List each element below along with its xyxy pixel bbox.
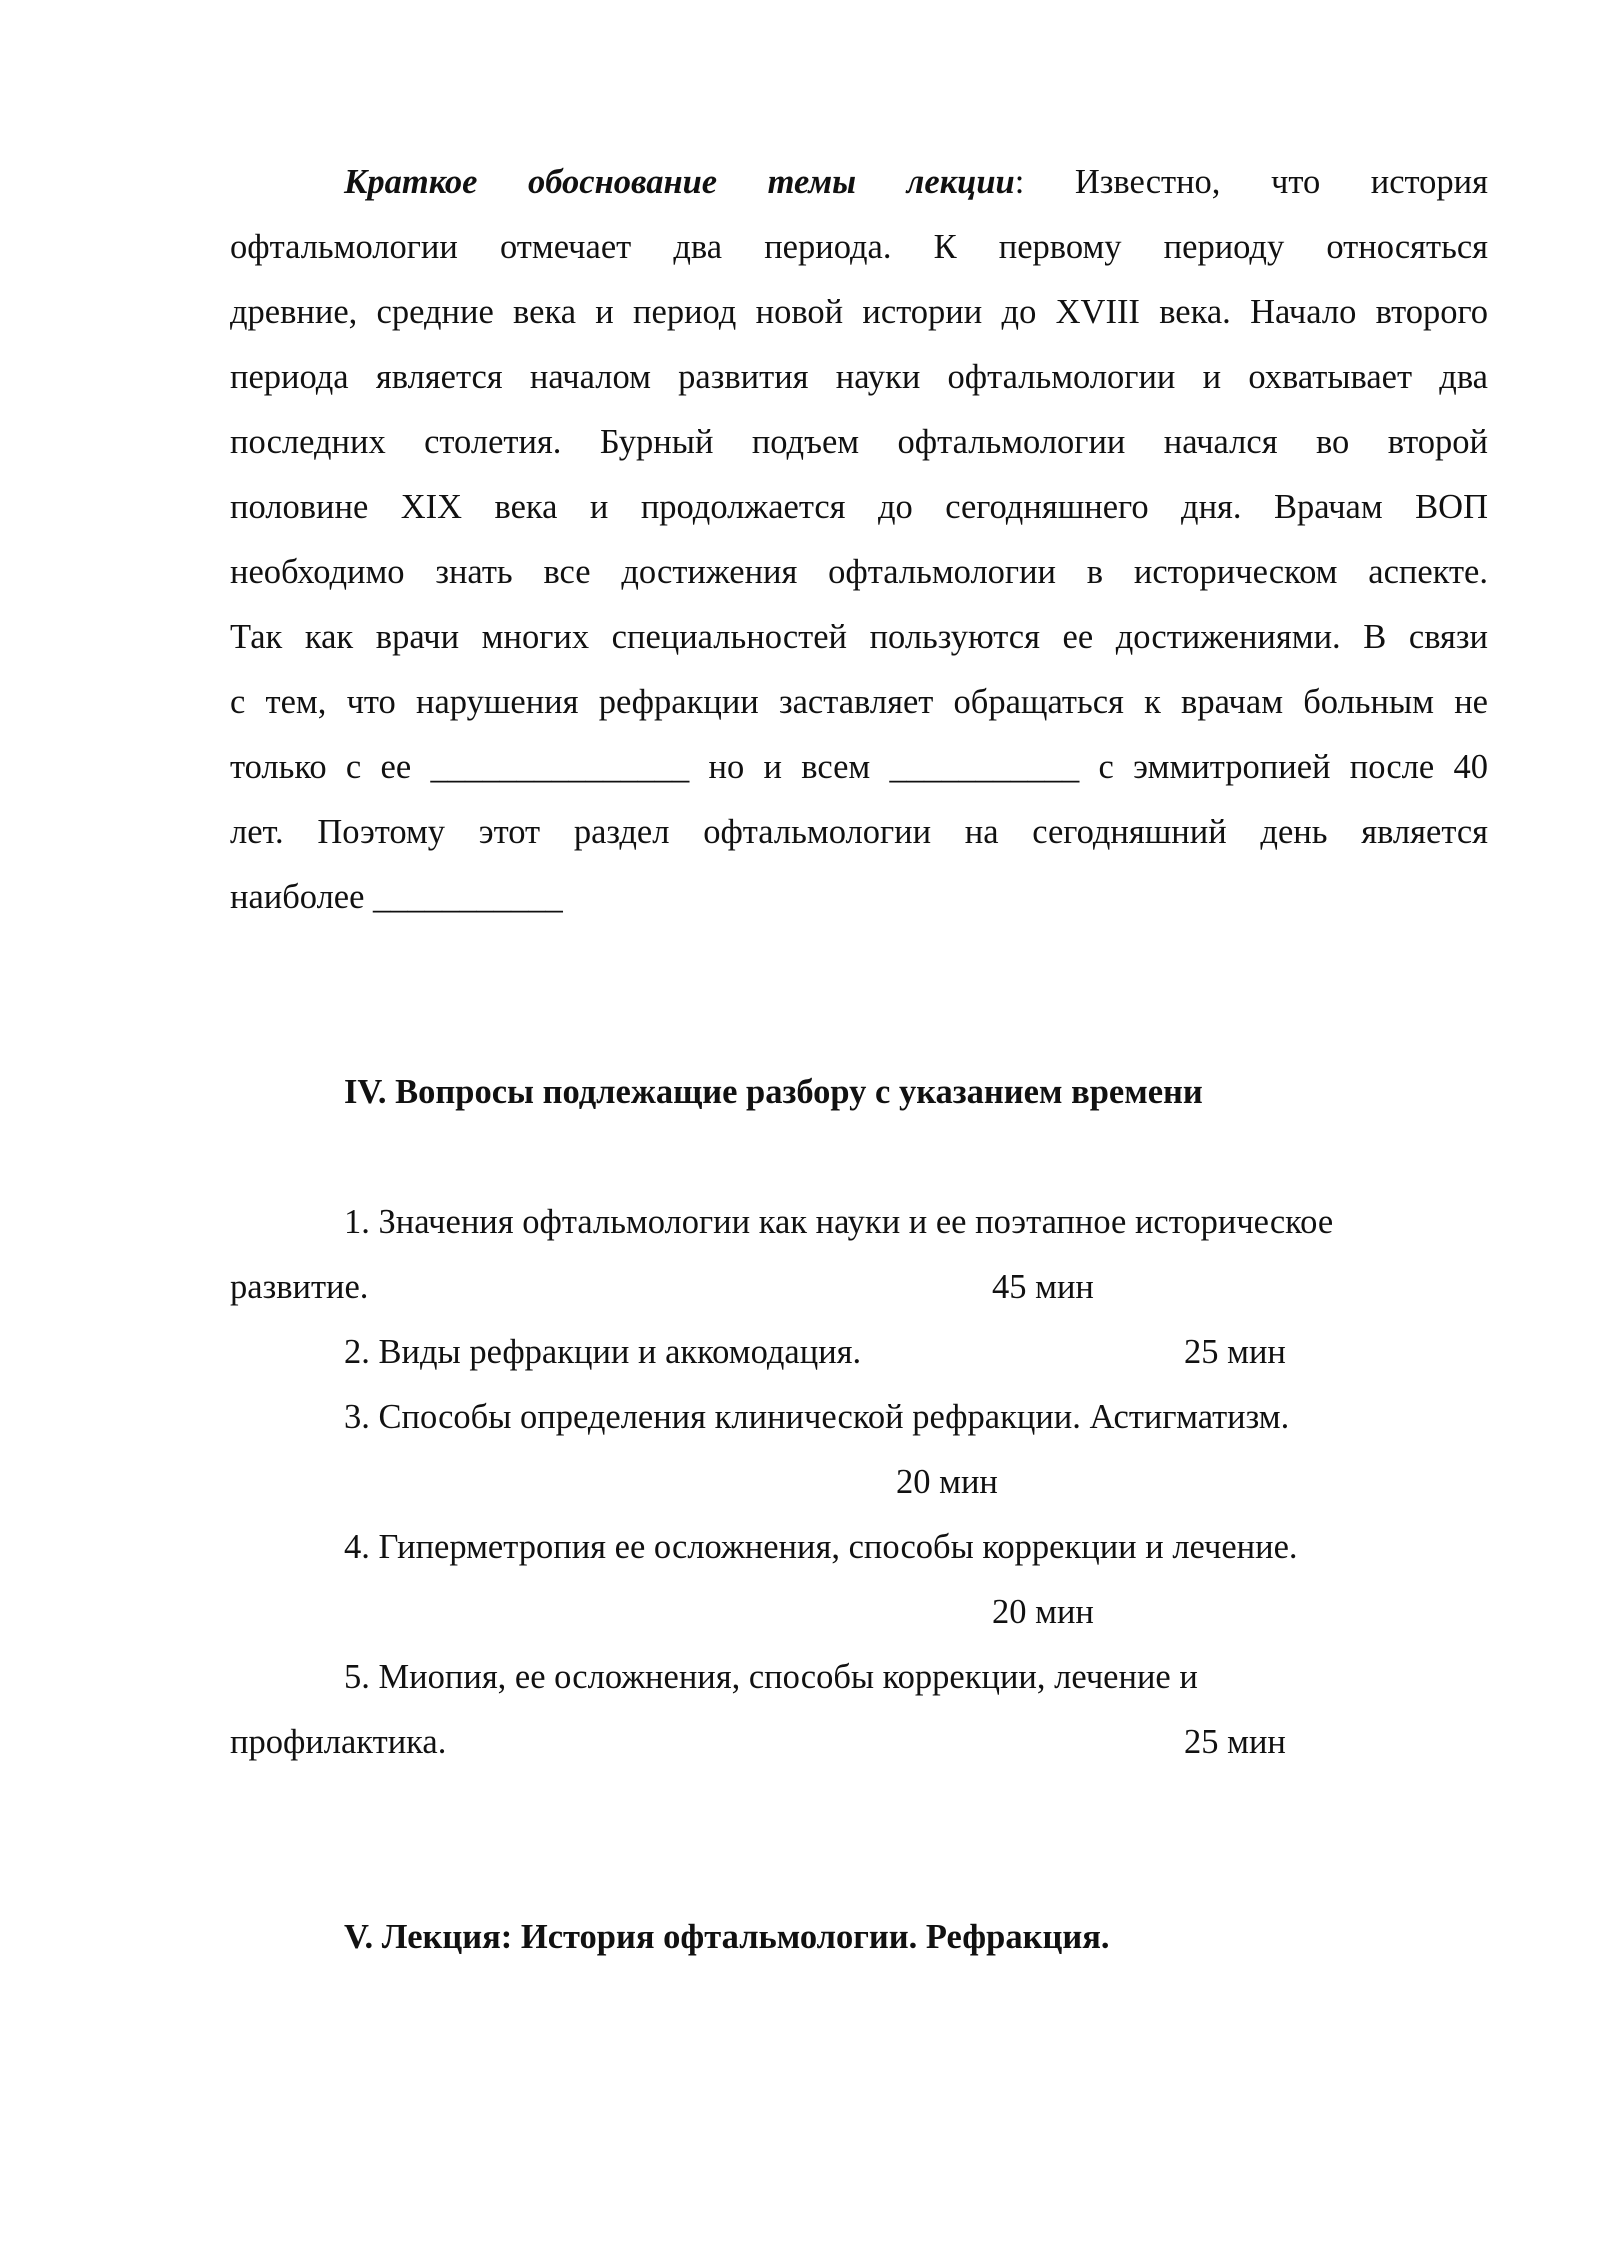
question-5-line-2 bbox=[230, 1710, 1488, 1775]
section-4-heading: IV. Вопросы подлежащие разбору с указанием времени bbox=[344, 1073, 1203, 1111]
intro-line-9: с тем, что нарушения рефракции заставляет обращаться к врачам больным не bbox=[230, 683, 1488, 721]
question-5-text-cont: профилактика. bbox=[230, 1723, 447, 1761]
question-2-line-1 bbox=[230, 1320, 1488, 1385]
question-1-line-2 bbox=[230, 1255, 1488, 1320]
intro-line-7: необходимо знать все достижения офтальмологии в историческом аспекте. bbox=[230, 553, 1488, 591]
question-4-time: 20 мин bbox=[992, 1593, 1094, 1631]
intro-label: Краткое обоснование темы лекции bbox=[344, 163, 1015, 201]
question-1-text: 1. Значения офтальмологии как науки и ее поэтапное историческое bbox=[344, 1203, 1334, 1241]
question-5-text: 5. Миопия, ее осложнения, способы коррекции, лечение и bbox=[344, 1658, 1198, 1696]
question-3-line-1 bbox=[230, 1385, 1488, 1450]
question-1-line-1 bbox=[230, 1190, 1488, 1255]
document-page bbox=[230, 150, 1488, 1970]
question-5-line-1 bbox=[230, 1645, 1488, 1710]
question-4-text: 4. Гиперметропия ее осложнения, способы коррекции и лечение. bbox=[344, 1528, 1298, 1566]
intro-line-12: наиболее ___________ bbox=[230, 878, 563, 916]
question-2-time: 25 мин bbox=[1184, 1333, 1286, 1371]
questions-list bbox=[230, 1190, 1488, 1775]
intro-line-10: только с ее _______________ но и всем ___________ с эммитропией после 40 bbox=[230, 748, 1488, 786]
intro-line-11: лет. Поэтому этот раздел офтальмологии на сегодняшний день является bbox=[230, 813, 1488, 851]
question-3-time: 20 мин bbox=[896, 1463, 998, 1501]
question-4-line-2 bbox=[230, 1580, 1488, 1645]
intro-line-4: периода является началом развития науки офтальмологии и охватывает два bbox=[230, 358, 1488, 396]
question-2-text: 2. Виды рефракции и аккомодация. bbox=[344, 1333, 862, 1371]
question-3-line-2 bbox=[230, 1450, 1488, 1515]
intro-colon: : bbox=[1014, 163, 1025, 201]
question-1-time: 45 мин bbox=[992, 1268, 1094, 1306]
question-4-line-1 bbox=[230, 1515, 1488, 1580]
intro-paragraph bbox=[230, 150, 1488, 930]
question-1-text-cont: развитие. bbox=[230, 1268, 369, 1306]
intro-line-8: Так как врачи многих специальностей пользуются ее достижениями. В связи bbox=[230, 618, 1488, 656]
intro-line-2: офтальмологии отмечает два периода. К первому периоду относяться bbox=[230, 228, 1488, 266]
intro-line-6: половине XIX века и продолжается до сегодняшнего дня. Врачам ВОП bbox=[230, 488, 1488, 526]
intro-line-1-text: Известно, что история bbox=[1074, 163, 1488, 201]
question-5-time: 25 мин bbox=[1184, 1723, 1286, 1761]
question-3-text: 3. Способы определения клинической рефракции. Астигматизм. bbox=[344, 1398, 1290, 1436]
section-5-heading: V. Лекция: История офтальмологии. Рефракция. bbox=[344, 1918, 1110, 1956]
intro-line-3: древние, средние века и период новой истории до XVIII века. Начало второго bbox=[230, 293, 1488, 331]
intro-line-5: последних столетия. Бурный подъем офтальмологии начался во второй bbox=[230, 423, 1488, 461]
intro-line-1 bbox=[230, 150, 1488, 215]
